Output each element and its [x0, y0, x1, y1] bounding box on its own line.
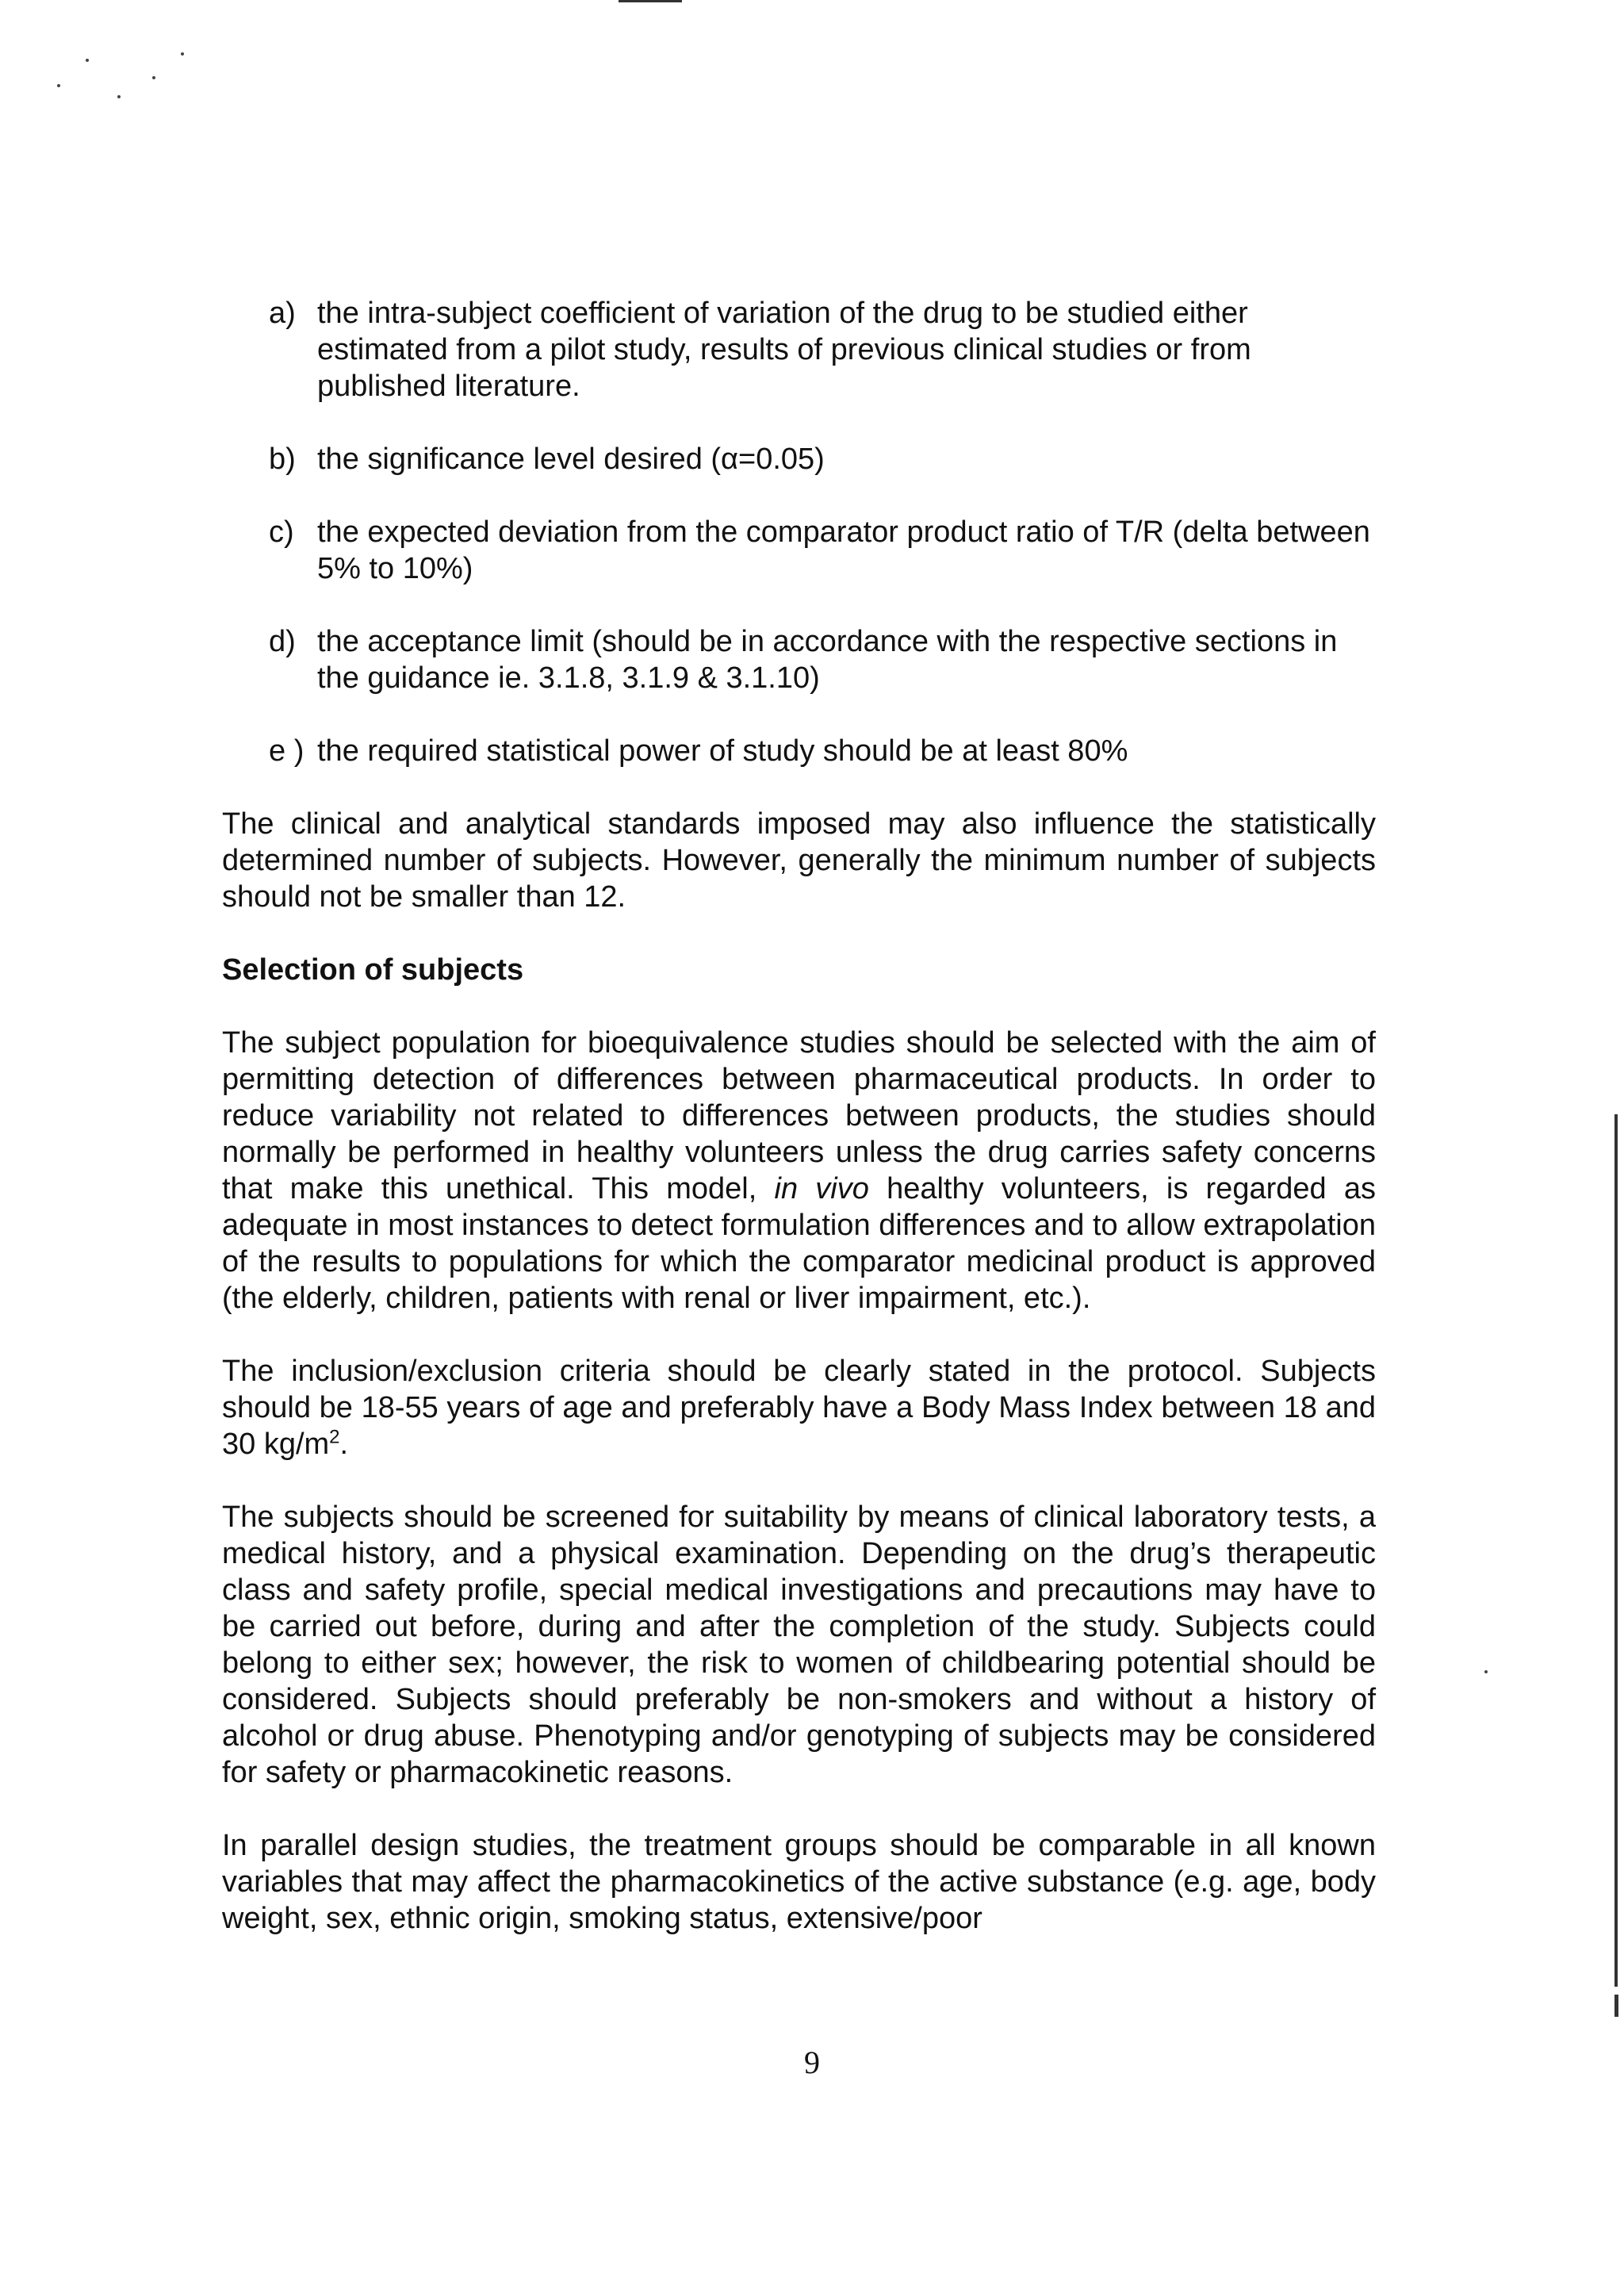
list-item-a [222, 295, 1376, 404]
paragraph-screening: The subjects should be screened for suitability by means of clinical laboratory tests, a medical history, and a physical examination. Depending on the drug’s therapeutic class and safety profile, special medical investigations and precautions may have to be carried out before, during and after the completion of the study. Subjects could belong to either sex; however, the risk to women of childbearing potential should be considered. Subjects should preferably be non-smokers and without a history of alcohol or drug abuse. Phenotyping and/or genotyping of subjects may be considered for safety or pharmacokinetic reasons. [222, 1501, 1376, 1789]
list-marker: a) [269, 297, 296, 330]
scan-speck [1484, 1670, 1488, 1673]
list-text: the significance level desired (α=0.05) [317, 443, 825, 476]
list-text: the expected deviation from the comparator product ratio of T/R (delta between 5% to 10%) [317, 516, 1370, 585]
list-item-b [222, 441, 1376, 477]
paragraph-text: The subject population for bioequivalence studies should be selected with the aim of permitting detection of differences between pharmaceutical products. In order to reduce variability not related to differences between products, the studies should normally be performed in healthy volunteers unless the drug carries safety concerns that make this unethical. This model, [222, 1026, 1376, 1205]
list-marker: d) [269, 625, 296, 658]
section-heading: Selection of subjects [222, 953, 524, 987]
paragraph-text: . [339, 1428, 349, 1461]
list-text: the acceptance limit (should be in accordance with the respective sections in the guidance ie. 3.1.8, 3.1.9 & 3.1.10) [317, 625, 1338, 695]
list-item-e [222, 733, 1376, 769]
list-marker: b) [269, 443, 296, 476]
scan-speck [117, 95, 121, 98]
paragraph-inclusion-criteria [222, 1353, 1376, 1462]
scan-speck [181, 52, 184, 56]
document-body [222, 295, 1376, 1973]
list-item-d [222, 623, 1376, 696]
superscript: 2 [329, 1426, 340, 1448]
scan-speck [86, 59, 89, 62]
list-text: the intra-subject coefficient of variation of the drug to be studied either estimated from a pilot study, results of previous clinical studies or from published literature. [317, 297, 1251, 403]
scan-right-edge-mark [1614, 1995, 1618, 2017]
paragraph-text: The inclusion/exclusion criteria should be clearly stated in the protocol. Subjects should be 18-55 years of age and preferably have a Body Mass Index between 18 and 30 kg/m [222, 1355, 1376, 1461]
scan-top-line [619, 0, 682, 2]
list-marker: c) [269, 516, 294, 549]
paragraph-parallel-design: In parallel design studies, the treatment groups should be comparable in all known variables that may affect the pharmacokinetics of the active substance (e.g. age, body weight, sex, ethnic origin, smoking status, extensive/poor [222, 1829, 1376, 1935]
scan-right-edge-line [1614, 1114, 1618, 1987]
list-text: the required statistical power of study should be at least 80% [317, 734, 1128, 768]
scan-speck [57, 84, 60, 87]
paragraph-number-of-subjects: The clinical and analytical standards imposed may also influence the statistically determined number of subjects. However, generally the minimum number of subjects should not be smaller than 12. [222, 807, 1376, 914]
list-marker: e ) [269, 734, 304, 768]
page-number: 9 [804, 2045, 820, 2080]
paragraph-text: healthy volunteers, is regarded as adequate in most instances to detect formulation differences and to allow extrapolation of the results to populations for which the comparator medicinal product is approved (the elderly, children, patients with renal or liver impairment, etc.). [222, 1172, 1376, 1315]
list-item-c [222, 514, 1376, 587]
scan-speck [152, 76, 155, 79]
paragraph-subject-population [222, 1025, 1376, 1317]
italic-term: in vivo [774, 1172, 869, 1205]
